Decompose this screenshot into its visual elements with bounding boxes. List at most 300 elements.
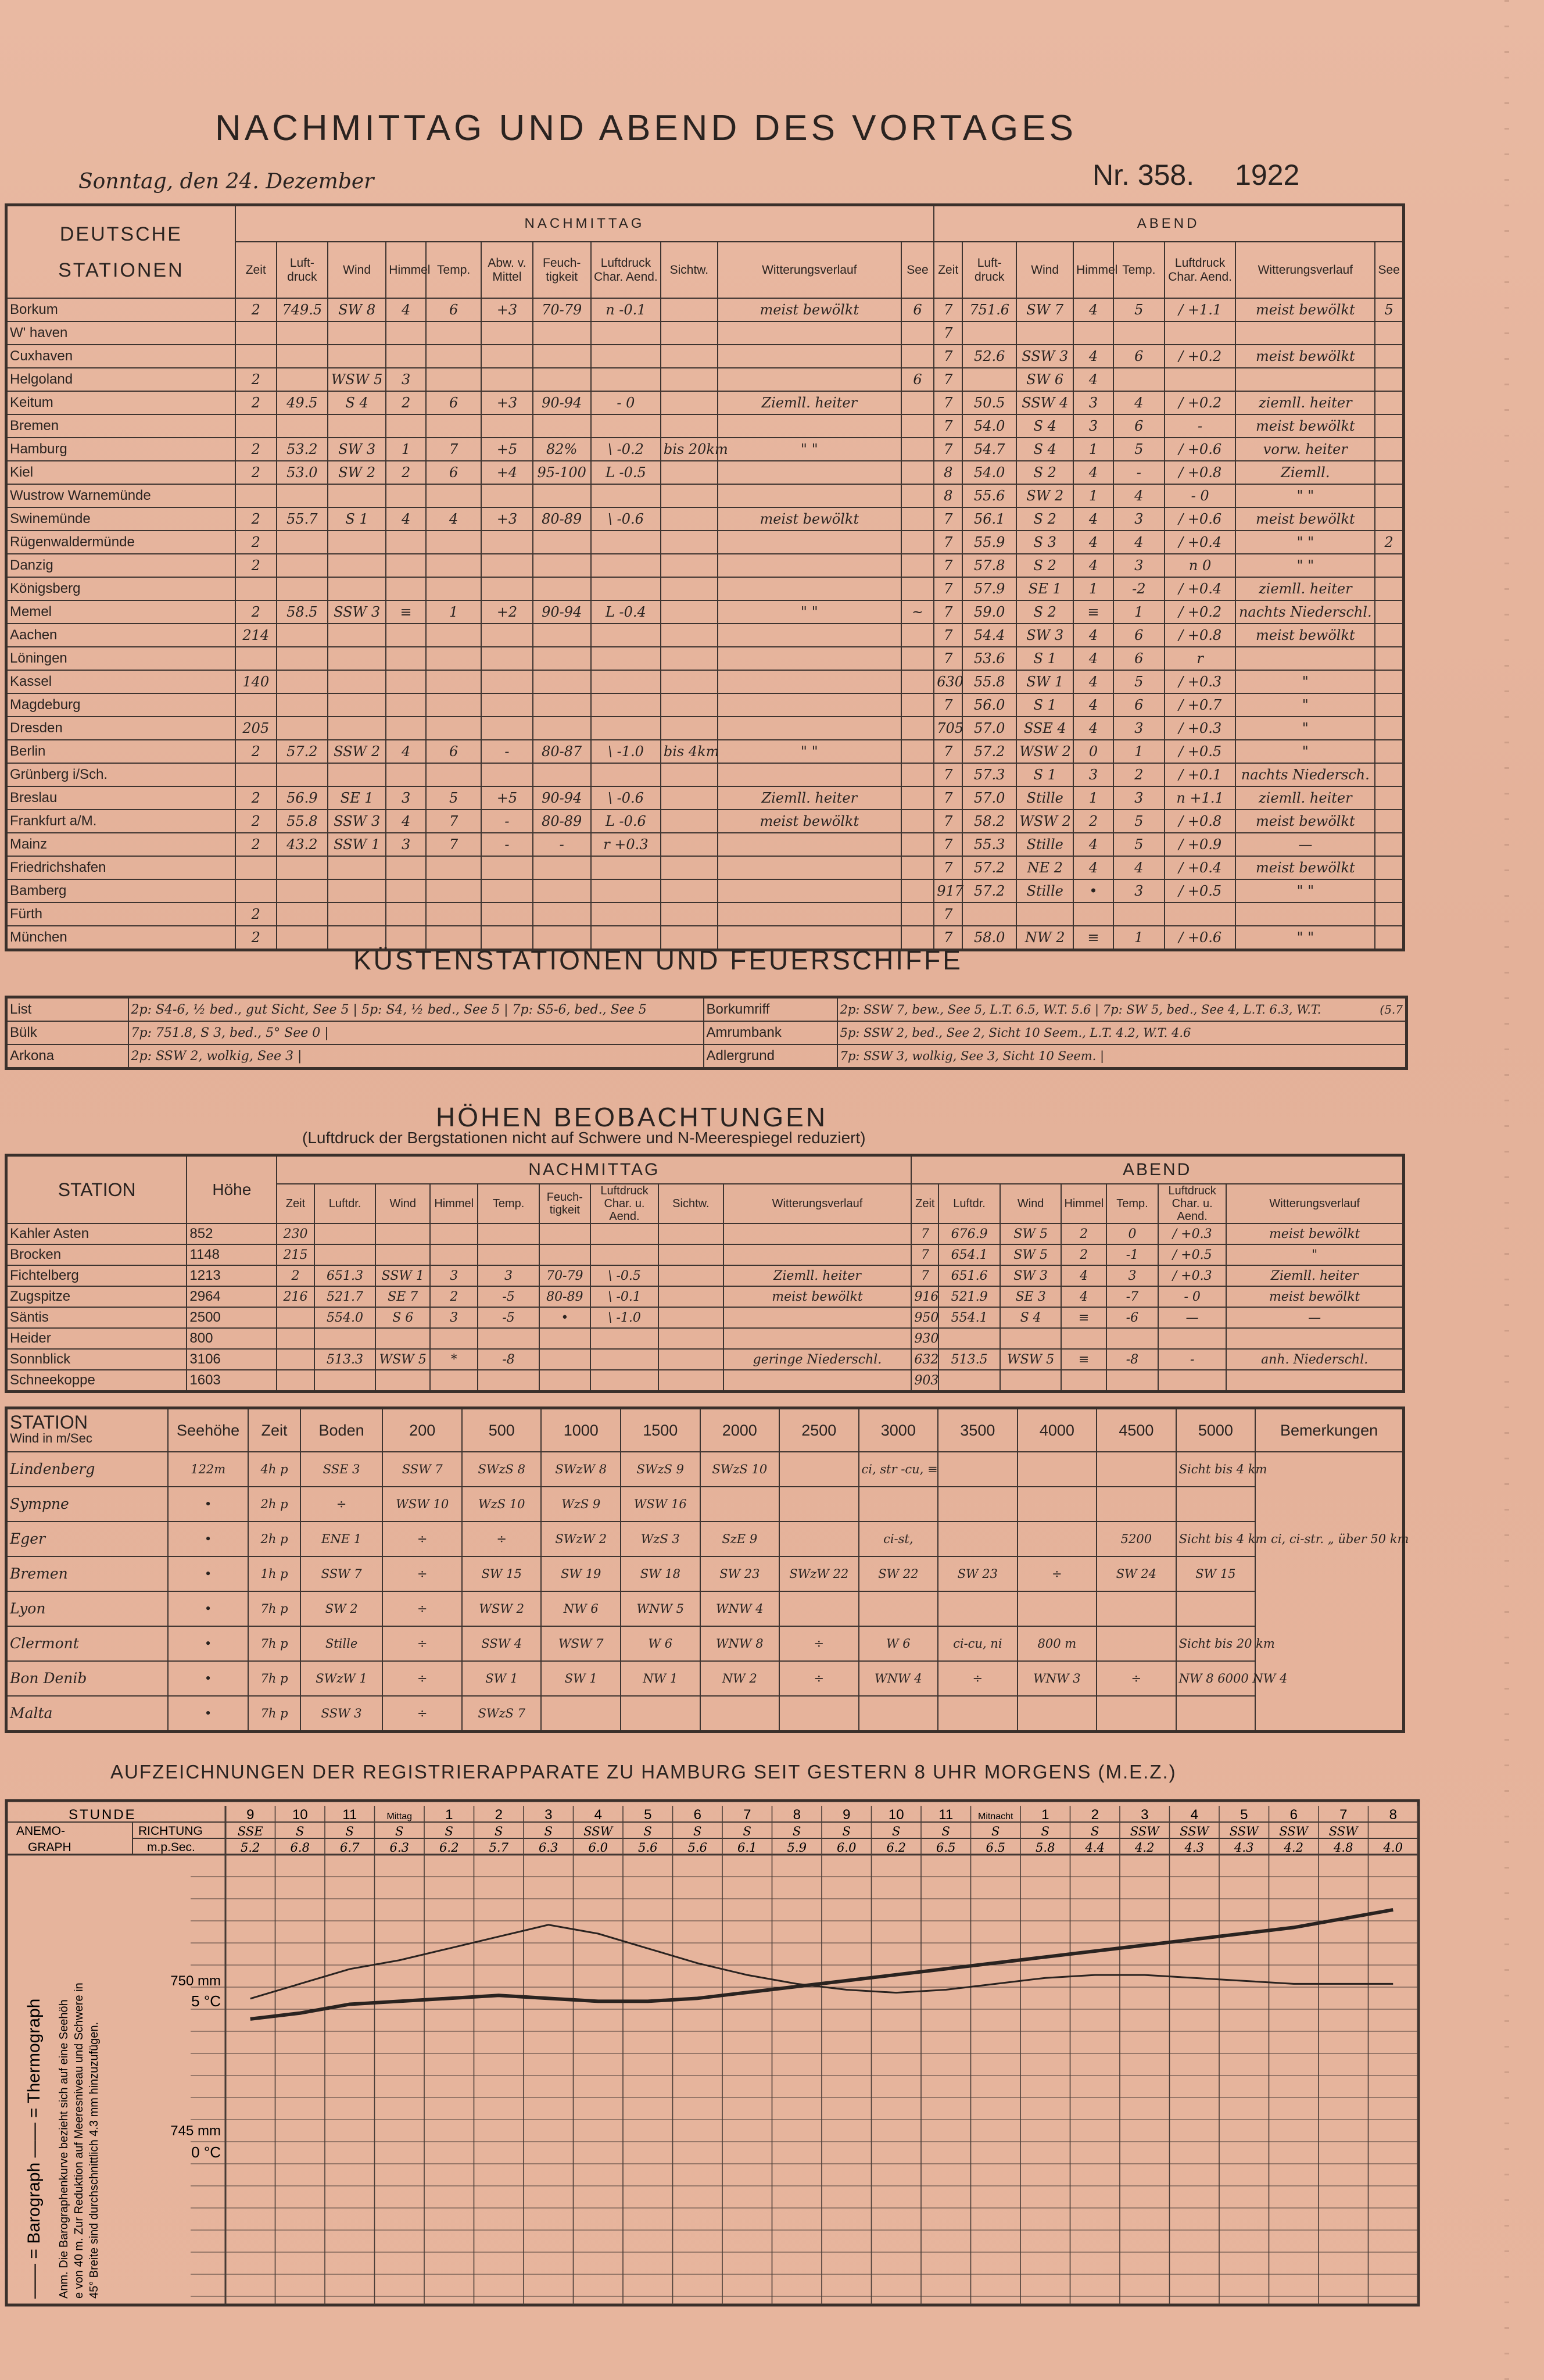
wind-direction: SSE [237,1824,263,1838]
station-value: / +0.4 [1165,577,1235,600]
station-value: 70-79 [533,298,591,321]
station-value: 3 [1113,717,1165,740]
station-value: 4 [1073,833,1113,856]
wind-direction: S [495,1824,503,1838]
station-value [386,554,426,577]
wind-value: SW 22 [859,1556,938,1591]
station-value: 55.6 [962,484,1016,507]
wind-direction: S [793,1824,801,1838]
mountain-value [478,1244,539,1265]
station-value [426,717,482,740]
station-value: 4 [1073,717,1113,740]
station-value: Ziemll. [1235,461,1375,484]
station-value: 54.4 [962,624,1016,647]
wind-value [1097,1626,1176,1661]
station-value [533,321,591,345]
station-value: 55.3 [962,833,1016,856]
station-value [661,763,718,786]
mountain-value: • [539,1307,590,1328]
hour-label: Mittag [386,1812,413,1821]
station-value: 7 [934,391,962,414]
station-value: 56.0 [962,693,1016,717]
mountain-value: 676.9 [938,1223,1000,1244]
wind-value: ÷ [382,1661,462,1696]
station-value [591,647,661,670]
station-value: nachts Niedersch. [1235,763,1375,786]
wind-value: SW 18 [621,1556,700,1591]
wind-direction: S [643,1824,652,1838]
station-value: meist bewölkt [1235,624,1375,647]
mountain-value: -6 [1106,1307,1158,1328]
wind-value: SW 1 [462,1661,542,1696]
station-row [6,624,1404,647]
hoehen-table [5,1154,1405,1393]
wind-speed: 6.1 [737,1841,757,1855]
station-value [661,786,718,810]
station-value: 7 [934,810,962,833]
station-value [235,345,277,368]
wind-value: 5200 [1097,1522,1176,1556]
station-row [6,647,1404,670]
wind-value: WSW 10 [382,1487,462,1522]
mountain-value: SW 3 [1000,1265,1062,1286]
deutsche-stationen-table [5,203,1405,951]
wind-value [541,1696,621,1732]
station-row [6,461,1404,484]
station-value [481,624,532,647]
station-value [901,693,934,717]
station-value [661,670,718,693]
mountain-value [539,1349,590,1370]
wind-value [1018,1452,1097,1487]
station-value [591,903,661,926]
station-value: 5 [1375,298,1403,321]
station-value [386,903,426,926]
station-value: 7 [934,786,962,810]
mountain-value [277,1370,314,1392]
station-value: S 4 [1016,438,1073,461]
station-value [718,554,901,577]
wind-direction: S [842,1824,851,1838]
mountain-value [658,1223,723,1244]
station-value: " " [1235,879,1375,903]
wind-value: ÷ [382,1522,462,1556]
station-value: / +0.3 [1165,717,1235,740]
station-value [901,438,934,461]
mountain-value: meist bewölkt [1226,1286,1403,1307]
station-value: 43.2 [277,833,328,856]
station-value: 630 [934,670,962,693]
station-value [533,903,591,926]
col-header-abend: Himmel [1073,242,1113,298]
mountain-value: 3 [478,1265,539,1286]
station-value: / +0.8 [1165,461,1235,484]
station-value: - [533,833,591,856]
station-value [1375,577,1403,600]
station-value [481,647,532,670]
station-value: 80-89 [533,810,591,833]
mountain-value: / +0.3 [1158,1265,1226,1286]
station-value [481,879,532,903]
wind-value: SSW 4 [462,1626,542,1661]
date-line: Sonntag, den 24. Dezember [78,170,374,194]
col-header-abend: Zeit [934,242,962,298]
col-header-abend: Luftdr. [938,1184,1000,1223]
station-value: " " [718,438,901,461]
wind-row [6,1591,1404,1626]
station-value: " [1235,717,1375,740]
wind-value [1018,1696,1097,1732]
station-value: 4 [386,740,426,763]
station-value: 4 [1073,298,1113,321]
station-value [533,763,591,786]
mountain-value: 7 [911,1265,938,1286]
station-value: 7 [934,438,962,461]
hour-label: 4 [1190,1807,1198,1823]
station-value: meist bewölkt [718,810,901,833]
station-value [426,856,482,879]
station-value: 1 [1073,786,1113,810]
station-value: 917 [934,879,962,903]
wind-value: SWzS 7 [462,1696,542,1732]
mountain-value: / +0.5 [1158,1244,1226,1265]
coast-table [5,996,1408,1070]
station-value: / +1.1 [1165,298,1235,321]
station-value [481,414,532,438]
station-value [661,531,718,554]
wind-direction: SSW [1130,1824,1159,1838]
station-name: Dresden [6,717,235,740]
station-value: meist bewölkt [1235,345,1375,368]
station-value: WSW 2 [1016,740,1073,763]
station-value [277,554,328,577]
wind-value: SW 23 [938,1556,1018,1591]
mountain-value: 80-89 [539,1286,590,1307]
wind-value: ENE 1 [300,1522,383,1556]
station-value [328,484,386,507]
hoehen-title: HÖHEN BEOBACHTUNGEN [436,1102,828,1132]
station-value: 7 [934,926,962,950]
station-value [661,554,718,577]
mountain-value: SW 5 [1000,1244,1062,1265]
station-row [6,368,1404,391]
col-header-abend: Witterungsverlauf [1235,242,1375,298]
station-name: Breslau [6,786,235,810]
station-value [901,833,934,856]
station-value: " " [1235,554,1375,577]
wind-direction: SSW [1180,1824,1209,1838]
wind-value: SW 24 [1097,1556,1176,1591]
station-value: 6 [1113,624,1165,647]
wind-value [779,1696,859,1732]
hour-label: 10 [292,1807,308,1823]
station-header [6,1408,168,1452]
wind-value: SSW 7 [300,1556,383,1591]
col-header-nach: Luftdruck Char. Aend. [591,242,661,298]
hour-label: 11 [342,1807,357,1823]
station-value [1375,879,1403,903]
station-value [718,856,901,879]
station-name: Löningen [6,647,235,670]
wind-value: ÷ [779,1626,859,1661]
station-value: 6 [426,740,482,763]
station-value [718,577,901,600]
station-value [1165,368,1235,391]
station-row [6,693,1404,717]
wind-row [6,1696,1404,1732]
station-value [386,670,426,693]
col-header-nach: Himmel [430,1184,478,1223]
station-value: 1 [1073,577,1113,600]
station-value [533,647,591,670]
mountain-value: 3 [430,1307,478,1328]
station-value: 214 [235,624,277,647]
wind-direction: S [395,1824,404,1838]
station-value [901,484,934,507]
station-value [426,554,482,577]
col-header-abend: See [1375,242,1403,298]
station-value: / +0.8 [1165,624,1235,647]
station-value: 54.7 [962,438,1016,461]
station-value: 90-94 [533,391,591,414]
station-value: r +0.3 [591,833,661,856]
station-value: ≡ [1073,600,1113,624]
station-value: 1 [386,438,426,461]
station-value [1375,647,1403,670]
station-value: 2 [235,507,277,531]
station-value: 1 [1113,600,1165,624]
wind-speed: 4.3 [1234,1841,1254,1855]
mountain-value: -5 [478,1286,539,1307]
wind-row [6,1487,1404,1522]
mountain-value: 2 [1061,1244,1106,1265]
wind-value [1097,1591,1176,1626]
station-value: +3 [481,391,532,414]
hour-label: 4 [594,1807,602,1823]
station-value: - [1165,414,1235,438]
col-header-nach: Zeit [277,1184,314,1223]
station-value [591,717,661,740]
wind-value [1097,1696,1176,1732]
station-value [718,670,901,693]
station-value: 7 [934,600,962,624]
mountain-value [1226,1370,1403,1392]
station-value [718,414,901,438]
station-value: n 0 [1165,554,1235,577]
station-value: 3 [1113,786,1165,810]
station-value [1375,786,1403,810]
station-value [1235,647,1375,670]
mountain-value: geringe Niederschl. [723,1349,912,1370]
station-value [426,763,482,786]
station-value [1375,740,1403,763]
station-value: 3 [1113,507,1165,531]
station-value [1375,624,1403,647]
mountain-row [6,1328,1404,1349]
station-value [1375,600,1403,624]
station-value: +3 [481,298,532,321]
hour-label: 1 [445,1807,453,1823]
wind-value: 7h p [248,1591,300,1626]
chart-note: Anm. Die Barographenkurve bezieht sich auf eine Seehöh [58,1999,70,2299]
station-value: / +0.6 [1165,926,1235,950]
station-value [661,484,718,507]
station-name: Berlin [6,740,235,763]
mountain-value: " [1226,1244,1403,1265]
mountain-name: Sonnblick [6,1349,187,1370]
mountain-value [723,1307,912,1328]
station-value [901,531,934,554]
station-value [1375,670,1403,693]
mountain-value [1000,1328,1062,1349]
hoehe-header: Höhe [187,1155,277,1224]
wind-speed: 6.2 [439,1841,459,1855]
mountain-value: — [1158,1307,1226,1328]
mountain-value [539,1328,590,1349]
station-value [901,461,934,484]
wind-value: WNW 8 [700,1626,780,1661]
altitude-header: 5000 [1176,1408,1256,1452]
mountain-row [6,1265,1404,1286]
station-value [277,577,328,600]
station-name: Swinemünde [6,507,235,531]
anemograph-label: ANEMO- [16,1824,65,1838]
station-value [661,345,718,368]
station-row [6,321,1404,345]
station-name: Frankfurt a/M. [6,810,235,833]
station-value [901,647,934,670]
station-value [901,414,934,438]
station-value [533,414,591,438]
station-row [6,833,1404,856]
station-value [1375,368,1403,391]
wind-value: • [168,1556,249,1591]
wind-value: ÷ [382,1626,462,1661]
station-name: W' haven [6,321,235,345]
mountain-value: 4 [1061,1286,1106,1307]
wind-speed: 4.2 [1284,1841,1303,1855]
station-value [901,670,934,693]
mountain-row [6,1286,1404,1307]
mountain-value [723,1370,912,1392]
station-value [1073,903,1113,926]
station-value [328,531,386,554]
station-value: 5 [426,786,482,810]
mountain-value: meist bewölkt [723,1286,912,1307]
station-value: 55.8 [962,670,1016,693]
wind-value: SSW 7 [382,1452,462,1487]
mountain-value: ≡ [1061,1307,1106,1328]
station-value [277,670,328,693]
station-value: / +0.6 [1165,438,1235,461]
hour-label: 6 [693,1807,701,1823]
station-header: STATION [6,1155,187,1224]
station-value: SW 7 [1016,298,1073,321]
col-header-abend: Temp. [1106,1184,1158,1223]
wind-direction: S [1091,1824,1099,1838]
station-value [426,531,482,554]
station-value [328,554,386,577]
station-value [426,484,482,507]
header-row [6,1155,1404,1184]
wind-speed: 4.3 [1184,1841,1204,1855]
wind-speed: 6.0 [588,1841,608,1855]
mountain-value: 554.1 [938,1307,1000,1328]
station-value [481,577,532,600]
station-value: 4 [1073,345,1113,368]
station-value: 705 [934,717,962,740]
station-value [277,484,328,507]
station-value [1375,554,1403,577]
mountain-value: 3 [430,1265,478,1286]
col-header-abend: Wind [1000,1184,1062,1223]
station-value [481,554,532,577]
coast-row [6,1021,1407,1044]
mountain-value [1106,1328,1158,1349]
station-value: 1 [1073,438,1113,461]
station-value [661,647,718,670]
mountain-value: S 6 [375,1307,430,1328]
wind-speed: 6.0 [837,1841,857,1855]
station-value [533,693,591,717]
station-value [661,833,718,856]
station-value [481,856,532,879]
hour-label: 2 [495,1807,503,1823]
wind-value: SW 1 [541,1661,621,1696]
reg-title: AUFZEICHNUNGEN DER REGISTRIERAPPARATE ZU HAMBURG SEIT GESTERN 8 UHR MORGENS (M.E.Z.) [110,1761,1177,1783]
station-value: 57.2 [962,740,1016,763]
mountain-value [277,1328,314,1349]
station-value: bis 20km [661,438,718,461]
station-value: Ziemll. heiter [718,391,901,414]
station-value [386,321,426,345]
wind-value [1018,1591,1097,1626]
mountain-value [478,1328,539,1349]
header-row [6,1408,1404,1452]
mountain-value: WSW 5 [1000,1349,1062,1370]
station-value [718,903,901,926]
station-value [426,368,482,391]
station-row [6,903,1404,926]
wind-value [859,1591,938,1626]
station-value [661,600,718,624]
wind-speed: 6.5 [936,1841,956,1855]
altitude-header: 200 [382,1408,462,1452]
station-value [328,903,386,926]
station-value [533,879,591,903]
altitude-header: Zeit [248,1408,300,1452]
mountain-value: 632 [911,1349,938,1370]
station-value [481,903,532,926]
station-value: 2 [1073,810,1113,833]
wind-value: WNW 4 [700,1591,780,1626]
mountain-value: 0 [1106,1223,1158,1244]
station-name: Helgoland [6,368,235,391]
station-value [328,856,386,879]
abend-header: ABEND [911,1155,1403,1184]
hour-label: 2 [1091,1807,1099,1823]
station-value: 2 [235,926,277,950]
station-value: S 2 [1016,600,1073,624]
station-value [481,368,532,391]
mountain-value [430,1244,478,1265]
wind-value: 2h p [248,1522,300,1556]
station-value: 6 [1113,693,1165,717]
wind-value: SWzS 9 [621,1452,700,1487]
wind-value: 7h p [248,1696,300,1732]
station-value [901,345,934,368]
col-header-nach: Temp. [478,1184,539,1223]
